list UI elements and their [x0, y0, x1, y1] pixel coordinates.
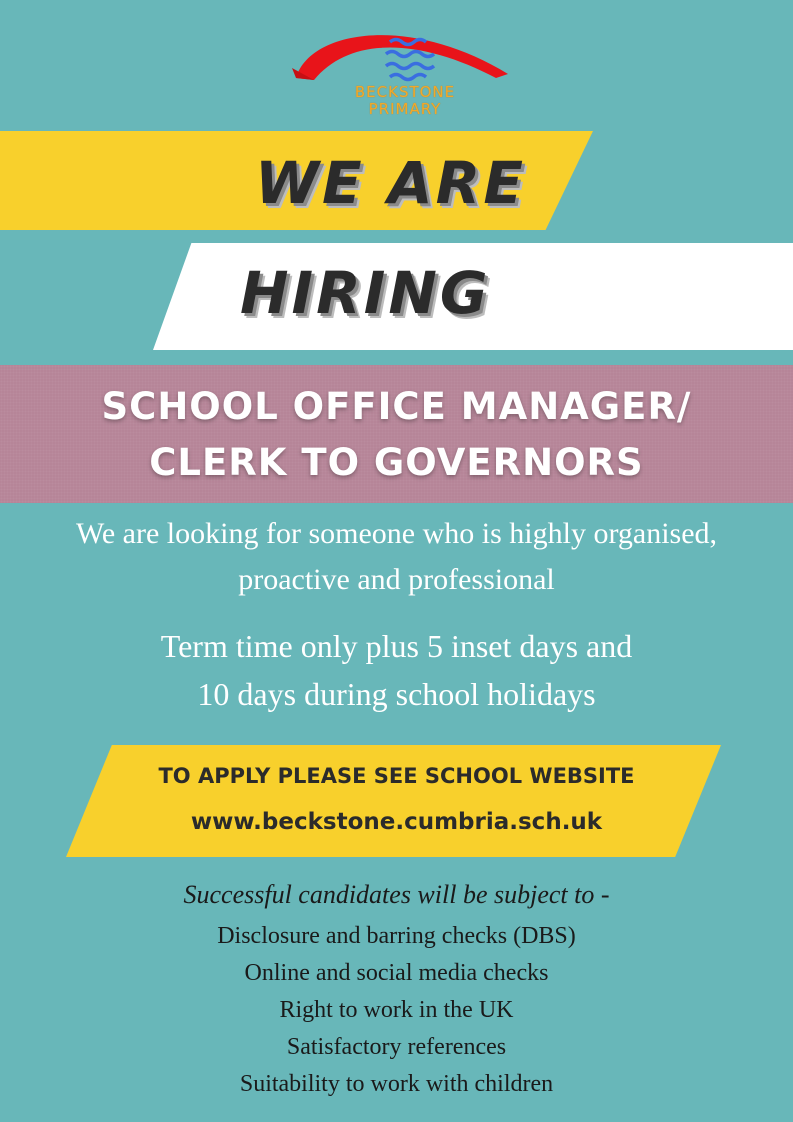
check-item: Disclosure and barring checks (DBS) — [217, 923, 576, 949]
apply-instruction: TO APPLY PLEASE SEE SCHOOL WEBSITE — [158, 764, 635, 788]
school-logo — [290, 22, 520, 122]
logo-name-line1: BECKSTONE — [354, 83, 456, 101]
checks-intro: Successful candidates will be subject to - — [183, 880, 610, 909]
headline-hiring: HIRING — [240, 259, 491, 327]
description-line1: We are looking for someone who is highly organised, — [75, 517, 718, 550]
role-title-line1: SCHOOL OFFICE MANAGER/ — [101, 385, 692, 428]
headline-we-are: WE ARE — [255, 149, 526, 217]
role-title-line2: CLERK TO GOVERNORS — [149, 441, 644, 484]
description-line2: proactive and professional — [238, 563, 555, 596]
check-item: Online and social media checks — [244, 960, 549, 986]
checks-list — [0, 918, 793, 1103]
check-item: Right to work in the UK — [279, 997, 514, 1023]
hours-line1: Term time only plus 5 inset days and — [160, 628, 633, 664]
check-item: Suitability to work with children — [239, 1071, 554, 1097]
check-item: Satisfactory references — [286, 1034, 507, 1060]
school-website-link[interactable]: www.beckstone.cumbria.sch.uk — [190, 809, 603, 835]
logo-name-line2: PRIMARY — [368, 100, 442, 118]
hours-line2: 10 days during school holidays — [197, 676, 596, 712]
